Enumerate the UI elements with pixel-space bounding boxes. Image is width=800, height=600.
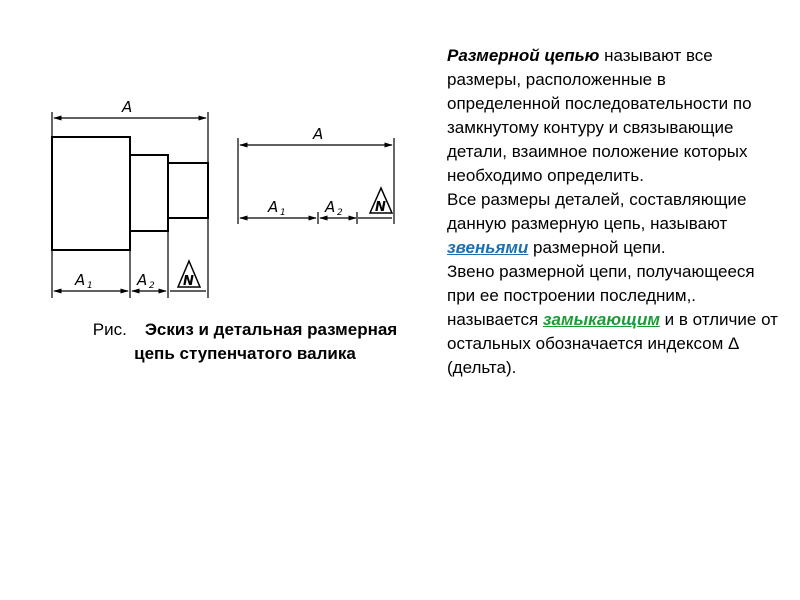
right-label-a2-index: 2 <box>337 208 343 218</box>
right-label-a: A <box>313 125 324 143</box>
definition-p3-start: Звено размерной цепи, получающееся при ее построении последним,. называется <box>447 262 755 329</box>
shaft-step-small <box>168 163 208 218</box>
definition-p3-end: и в отличие от остальных обозначается индексом Δ (дельта). <box>447 310 778 377</box>
caption-text: Эскиз и детальная размерная цепь ступенчатого валика <box>134 320 398 363</box>
definition-paragraph-1 <box>447 44 782 188</box>
caption-figure-label: Рис. <box>92 320 127 339</box>
right-closing-label: N <box>375 200 386 215</box>
definition-p2-end: размерной цепи. <box>528 238 666 257</box>
left-closing-triangle <box>178 261 200 289</box>
term-dimension-chain: Размерной цепью <box>447 46 600 65</box>
definition-p2-start: Все размеры деталей, составляющие данную размерную цепь, называют <box>447 190 747 233</box>
left-closing-label: N <box>183 274 194 289</box>
left-label-a1: A <box>75 271 86 289</box>
link-links[interactable]: звеньями <box>447 238 529 257</box>
right-label-a2: A <box>325 198 336 216</box>
definition-paragraph-3 <box>447 260 782 380</box>
right-label-a1: A <box>268 198 279 216</box>
left-label-a: A <box>122 98 133 116</box>
left-label-a1-index: 1 <box>87 281 93 291</box>
right-label-a1-index: 1 <box>280 208 286 218</box>
definition-text <box>447 44 782 380</box>
shaft-step-middle <box>130 155 168 231</box>
definition-p1-rest: называют все размеры, расположенные в определенной последовательности по замкнутому контуру и связывающие детали, взаимное положение которых необходимо определить. <box>447 46 752 185</box>
figure-caption <box>80 318 410 366</box>
left-label-a2-index: 2 <box>149 281 155 291</box>
link-closing[interactable]: замыкающим <box>542 310 660 329</box>
definition-paragraph-2 <box>447 188 782 260</box>
right-closing-triangle <box>370 188 392 215</box>
shaft-step-large <box>52 137 130 250</box>
left-label-a2: A <box>137 271 148 289</box>
